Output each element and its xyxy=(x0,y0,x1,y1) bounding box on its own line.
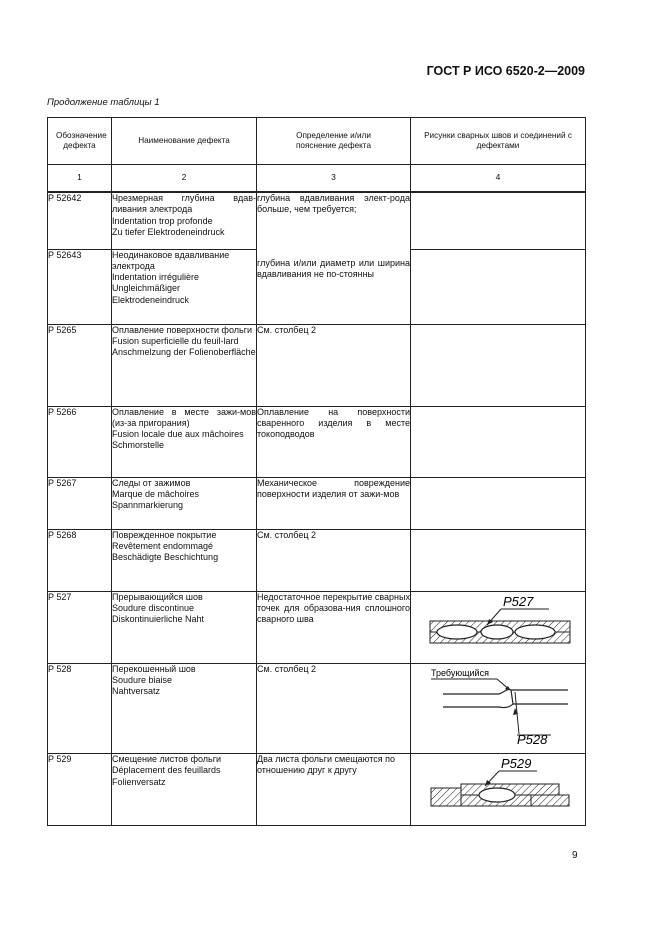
name-ru: Следы от зажимов xyxy=(112,477,191,488)
defect-code: P 528 xyxy=(48,663,112,753)
foil-displacement-figure xyxy=(413,754,583,822)
table-row xyxy=(48,192,586,249)
defect-code: P 527 xyxy=(48,591,112,663)
name-de: Zu tiefer Elektrodeneindruck xyxy=(112,226,225,237)
table-row xyxy=(48,754,586,826)
figure-note: Требующийся xyxy=(431,667,489,678)
table-row xyxy=(48,406,586,477)
column-numbers-row xyxy=(48,165,586,193)
defect-definition: Недостаточное перекрытие сварных точек для образова-ния сплошного сварного шва xyxy=(257,591,411,663)
defect-drawing xyxy=(411,754,586,826)
table-row xyxy=(48,663,586,753)
name-fr: Revêtement endommagé xyxy=(112,540,214,551)
defect-definition: глубина вдавливания элект-рода больше, чем требуется; xyxy=(257,192,411,249)
table-header-row xyxy=(48,118,586,165)
defect-code: P 5267 xyxy=(48,477,112,529)
defect-code: P 5266 xyxy=(48,406,112,477)
name-fr: Soudure discontinue xyxy=(112,602,195,613)
defect-definition: глубина и/или диаметр или ширина вдавливания не по-стоянны xyxy=(257,249,411,324)
name-ru: Неодинаковое вдавливание электрода xyxy=(112,249,230,271)
defect-drawing xyxy=(411,324,586,406)
col-number: 2 xyxy=(112,165,257,193)
defect-name xyxy=(112,591,257,663)
defect-definition: См. столбец 2 xyxy=(257,529,411,591)
name-fr: Soudure biaise xyxy=(112,675,173,686)
name-de: Folienversatz xyxy=(112,776,166,787)
table-row xyxy=(48,591,586,663)
name-de: Nahtversatz xyxy=(112,686,161,697)
col-header-name: Наименование дефекта xyxy=(112,118,257,165)
table-row xyxy=(48,249,586,324)
col-number: 1 xyxy=(48,165,112,193)
defects-table xyxy=(47,117,586,826)
misaligned-weld-figure xyxy=(413,664,583,750)
defect-name xyxy=(112,754,257,826)
defect-drawing xyxy=(411,477,586,529)
defect-name xyxy=(112,663,257,753)
name-de: Diskontinuierliche Naht xyxy=(112,614,205,625)
figure-label: P529 xyxy=(501,756,532,772)
name-ru: Оплавление поверхности фольги xyxy=(112,324,253,335)
table-caption: Продолжение таблицы 1 xyxy=(47,97,160,108)
name-de: Spannmarkierung xyxy=(112,500,184,511)
col-number: 4 xyxy=(411,165,586,193)
page-number: 9 xyxy=(572,850,578,861)
document-header: ГОСТ Р ИСО 6520-2—2009 xyxy=(426,64,585,78)
defect-code: P 529 xyxy=(48,754,112,826)
name-ru: Прерывающийся шов xyxy=(112,591,203,602)
defect-code: P 52642 xyxy=(48,192,112,249)
defect-drawing xyxy=(411,663,586,753)
name-ru: Чрезмерная глубина вдав-ливания электрода xyxy=(112,193,256,215)
defect-code: P 52643 xyxy=(48,249,112,324)
defect-code: P 5265 xyxy=(48,324,112,406)
defect-drawing xyxy=(411,249,586,324)
name-ru: Поврежденное покрытие xyxy=(112,529,217,540)
defect-drawing xyxy=(411,192,586,249)
name-fr: Déplacement des feuillards xyxy=(112,765,221,776)
name-de: Ungleichmäßiger Elektrodeneindruck xyxy=(112,283,190,305)
table-row xyxy=(48,529,586,591)
defect-code: P 5268 xyxy=(48,529,112,591)
defect-drawing xyxy=(411,406,586,477)
figure-label: P527 xyxy=(503,593,534,609)
col-header-code: Обозначение дефекта xyxy=(48,118,112,165)
name-fr: Fusion superficielle du feuil-lard xyxy=(112,335,239,346)
name-fr: Indentation irrégulière xyxy=(112,272,200,283)
name-fr: Fusion locale due aux mâchoires xyxy=(112,429,244,440)
defect-name xyxy=(112,477,257,529)
table-row xyxy=(48,477,586,529)
col-header-drawing: Рисунки сварных швов и соединений с дефектами xyxy=(411,118,586,165)
defect-definition: См. столбец 2 xyxy=(257,324,411,406)
col-header-definition: Определение и/или пояснение дефекта xyxy=(257,118,411,165)
defect-definition: Механическое повреждение поверхности изделия от зажи-мов xyxy=(257,477,411,529)
defect-name xyxy=(112,529,257,591)
name-de: Schmorstelle xyxy=(112,440,165,451)
figure-label: P528 xyxy=(517,731,548,747)
defect-drawing xyxy=(411,591,586,663)
name-fr: Indentation trop profonde xyxy=(112,215,213,226)
name-de: Beschädigte Beschichtung xyxy=(112,552,219,563)
defect-drawing xyxy=(411,529,586,591)
defect-definition: См. столбец 2 xyxy=(257,663,411,753)
name-ru: Смещение листов фольги xyxy=(112,754,222,765)
name-ru: Оплавление в месте зажи-мов (из-за пригорания) xyxy=(112,406,256,428)
defect-definition: Оплавление на поверхности сваренного изделия в месте токоподводов xyxy=(257,406,411,477)
name-de: Anschmelzung der Folienoberfläche xyxy=(112,347,256,358)
discontinuous-weld-figure xyxy=(413,592,583,660)
table-row xyxy=(48,324,586,406)
defect-name xyxy=(112,324,257,406)
defect-name xyxy=(112,249,257,324)
name-ru: Перекошенный шов xyxy=(112,663,196,674)
col-number: 3 xyxy=(257,165,411,193)
name-fr: Marque de mâchoires xyxy=(112,488,200,499)
defect-name xyxy=(112,192,257,249)
defect-name xyxy=(112,406,257,477)
defect-definition: Два листа фольги смещаются по отношению друг к другу xyxy=(257,754,411,826)
